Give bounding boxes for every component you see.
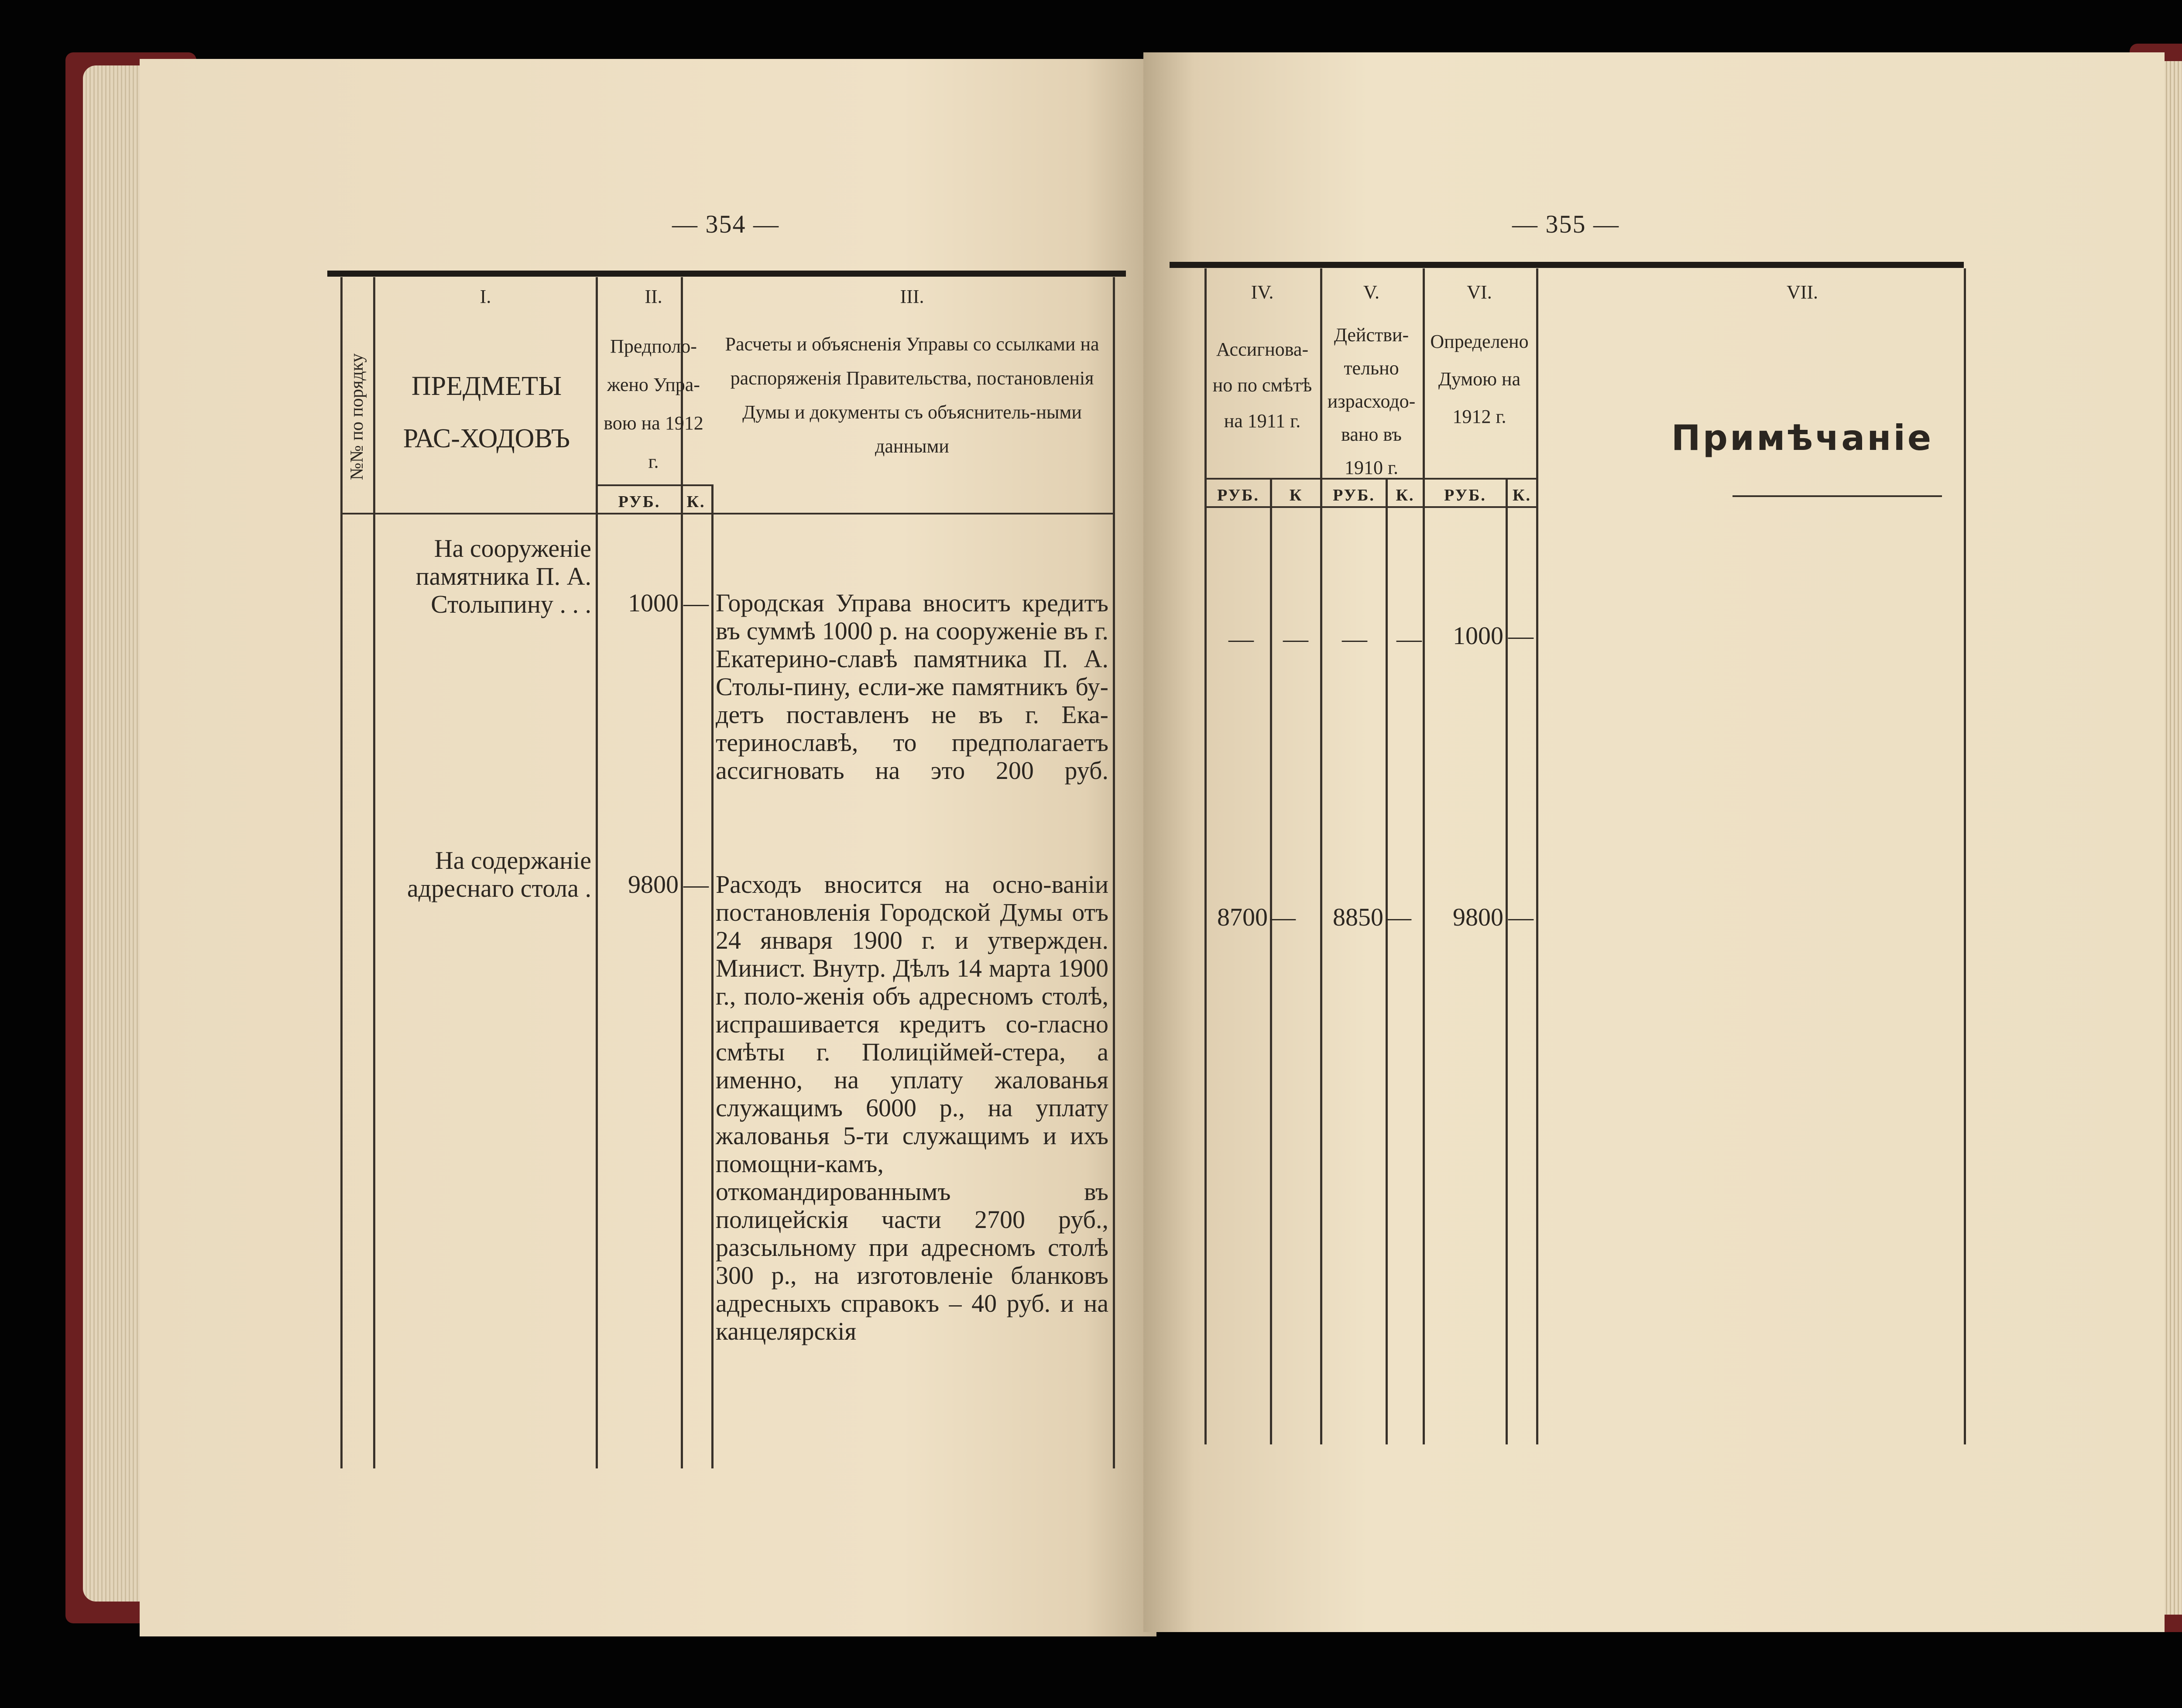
table-line bbox=[1386, 478, 1388, 1444]
table-line bbox=[1733, 495, 1942, 497]
row1-c4-rub: — bbox=[1228, 624, 1254, 653]
row2-amount-rub: 9800 bbox=[628, 870, 679, 899]
col7-header: Примѣчаніе bbox=[1671, 418, 1934, 458]
row2-c5-kop: — bbox=[1386, 903, 1411, 931]
row1-c5-rub: — bbox=[1342, 624, 1367, 653]
page-number-354: — 354 — bbox=[672, 210, 779, 238]
top-rule bbox=[1170, 262, 1964, 268]
table-line bbox=[1423, 268, 1425, 1444]
col1-number: I. bbox=[480, 286, 491, 307]
table-line bbox=[711, 484, 714, 1468]
row1-c5-kop: — bbox=[1396, 624, 1422, 653]
col2-unit-rub: РУБ. bbox=[618, 493, 661, 511]
col1-header: ПРЕДМЕТЫ РАС-ХОДОВЪ bbox=[403, 371, 570, 453]
row1-amount-rub: 1000 bbox=[628, 589, 679, 617]
col4-unit-rub: РУБ. bbox=[1217, 486, 1259, 504]
col5-unit-kop: К. bbox=[1396, 486, 1415, 504]
col6-header: Определено Думою на 1912 г. bbox=[1430, 331, 1529, 427]
page-number-355: — 355 — bbox=[1512, 210, 1619, 238]
row2-amount-kop: — bbox=[683, 870, 709, 899]
row2-item: На содержаніе адреснаго стола . bbox=[407, 846, 591, 902]
row2-c4-rub: 8700 bbox=[1217, 903, 1268, 931]
row1-amount-kop: — bbox=[683, 589, 709, 617]
col6-unit-kop: К. bbox=[1512, 486, 1532, 504]
right-page bbox=[1143, 52, 2165, 1632]
row1-explanation: Городская Управа вноситъ кредитъ въ суммѣ 1000 р. на сооруженіе въ г. Екатерино-славѣ памятника П. А. Столы-пину, если-же памятникъ бу-детъ поставленъ не въ г. Ека-теринославѣ, то предполагаетъ ассигновать на это 200 руб. bbox=[716, 589, 1108, 785]
table-line bbox=[1113, 277, 1115, 1468]
left-page bbox=[140, 59, 1156, 1636]
order-column-header: №№ по порядку bbox=[347, 353, 367, 480]
col5-number: V. bbox=[1363, 281, 1380, 303]
row1-c4-kop: — bbox=[1283, 624, 1308, 653]
col6-unit-rub: РУБ. bbox=[1444, 486, 1486, 504]
top-rule bbox=[327, 271, 1126, 277]
col7-number: VII. bbox=[1786, 281, 1818, 303]
col3-number: III. bbox=[900, 286, 924, 307]
row2-c5-rub: 8850 bbox=[1333, 903, 1383, 931]
col5-header: Действи-тельно израсходо-вано въ 1910 г. bbox=[1327, 324, 1416, 478]
table-line bbox=[596, 484, 711, 486]
row2-c6-rub: 9800 bbox=[1453, 903, 1503, 931]
row2-c4-kop: — bbox=[1270, 903, 1296, 931]
col4-number: IV. bbox=[1251, 281, 1274, 303]
row1-c6-rub: 1000 bbox=[1453, 621, 1503, 650]
table-line bbox=[1270, 478, 1272, 1444]
col4-header: Ассигнова-но по смѣтѣ на 1911 г. bbox=[1212, 339, 1312, 432]
row2-c6-kop: — bbox=[1508, 903, 1534, 931]
col2-header: Предполо-жено Упра-вою на 1912 г. bbox=[604, 336, 703, 472]
table-line bbox=[1204, 268, 1207, 1444]
col6-number: VI. bbox=[1467, 281, 1492, 303]
col2-number: II. bbox=[645, 286, 662, 307]
col4-unit-kop: К bbox=[1289, 486, 1303, 504]
table-line bbox=[1536, 268, 1538, 1444]
col5-unit-rub: РУБ. bbox=[1333, 486, 1375, 504]
row1-c6-kop: — bbox=[1508, 621, 1534, 650]
table-line bbox=[340, 513, 1113, 514]
col3-header: Расчеты и объясненія Управы со ссылками на распоряженія Правительства, постановленія Думы и документы съ объяснитель-ными данными bbox=[725, 333, 1099, 457]
table-line bbox=[373, 277, 375, 1468]
row1-item: На сооруженіе памятника П. А. Столыпину . . . bbox=[415, 534, 591, 618]
col2-unit-kop: К. bbox=[686, 493, 706, 511]
row2-explanation: Расходъ вносится на осно-ваніи постановленія Городской Думы отъ 24 января 1900 г. и утвержден. Минист. Внутр. Дѣлъ 14 марта 1900 г., поло-женія объ адресномъ столѣ, испрашивается кредитъ со-гласно смѣты г. Полиціймей-стера, а именно, на уплату жалованья служащимъ 6000 р., на уплату жалованья 5-ти служащимъ и ихъ помощни-камъ, откомандированнымъ въ полицейскія части 2700 руб., разсыльному при адресномъ столѣ 300 р., на изготовленіе бланковъ адресныхъ справокъ – 40 руб. и на канцелярскія bbox=[716, 870, 1108, 1345]
